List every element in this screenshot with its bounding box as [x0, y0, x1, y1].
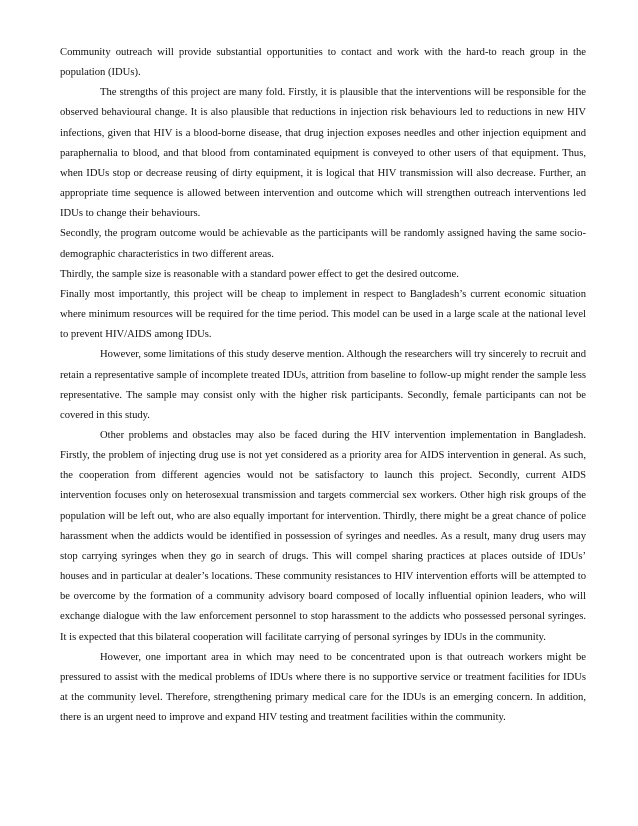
paragraph-problems: Other problems and obstacles may also be faced during the HIV intervention implementation in Bangladesh. Firstly, the problem of injecting drug use is not yet considered as a priority area for AIDS intervention in general. As such, the cooperation from different agencies would not be satisfactory to launch this project. Secondly, current AIDS intervention focuses only on heterosexual transmission and targets commercial sex workers. Other high risk groups of the population will be left out, who are also equally important for intervention. Thirdly, there might be a great chance of police harassment when the addicts would be identified in possession of syringes and needles. As a result, many drug users may stop carrying syringes when they go in search of drugs. This will compel sharing practices at places outside of IDUs’ houses and in particular at dealer’s locations. These community resistances to HIV intervention efforts will be attempted to be overcome by the formation of a community advisory board composed of locally influential opinion leaders, who will exchange dialogue with the law enforcement personnel to stop harassment to the addicts who possessed personal syringes. It is expected that this bilateral cooperation will facilitate carrying of personal syringes by IDUs in the community.: [60, 429, 586, 643]
body-text: [60, 43, 586, 728]
paragraph-outreach: Community outreach will provide substantial opportunities to contact and work with the hard-to reach group in the population (IDUs).: [60, 47, 586, 79]
paragraph-secondly: Secondly, the program outcome would be achievable as the participants will be randomly assigned having the same socio-demographic characteristics in two different areas.: [60, 228, 586, 260]
paragraph-thirdly: Thirdly, the sample size is reasonable with a standard power effect to get the desired outcome.: [60, 268, 459, 280]
paragraph-concerns: However, one important area in which may need to be concentrated upon is that outreach workers might be pressured to assist with the medical problems of IDUs where there is no supportive service or treatment facilities for IDUs at the community level. Therefore, strengthening primary medical care for the IDUs is an emerging concern. In addition, there is an urgent need to improve and expand HIV testing and treatment facilities within the community.: [60, 651, 586, 724]
paragraph-finally: Finally most importantly, this project will be cheap to implement in respect to Bangladesh’s current economic situation where minimum resources will be required for the time period. This model can be used in a large scale at the national level to prevent HIV/AIDS among IDUs.: [60, 288, 586, 341]
paragraph-limitations: However, some limitations of this study deserve mention. Although the researchers will try sincerely to recruit and retain a representative sample of incomplete treated IDUs, attrition from baseline to follow-up might render the sample less representative. The sample may consist only with the higher risk participants. Secondly, female participants can not be covered in this study.: [60, 349, 586, 421]
paragraph-strengths: The strengths of this project are many fold. Firstly, it is plausible that the interventions will be responsible for the observed behavioural change. It is also plausible that reductions in injection risk behaviours led to reductions in new HIV infections, given that HIV is a blood-borne disease, that drug injection exposes needles and other injection equipment and paraphernalia to blood, and that blood from contaminated equipment is conveyed to other users of that equipment. Thus, when IDUs stop or decrease reusing of dirty equipment, it is logical that HIV transmission will also decrease. Further, an appropriate time sequence is allowed between intervention and outcome which will strengthen outreach interventions led IDUs to change their behaviours.: [60, 87, 586, 220]
